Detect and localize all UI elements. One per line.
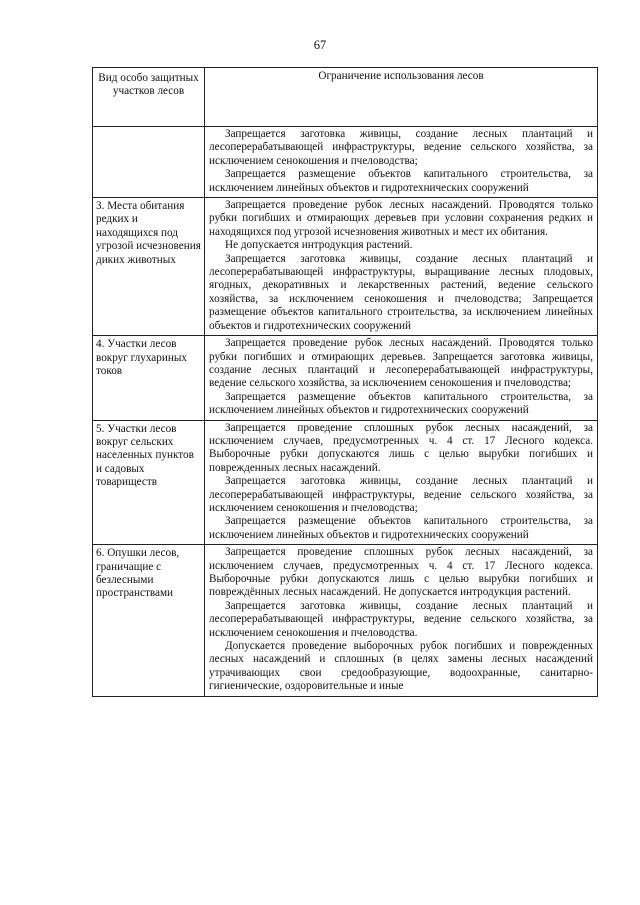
row-restrictions <box>205 198 598 336</box>
row-plot-type: 3. Места обитания редких и находящихся под угрозой исчезновения диких животных <box>93 198 205 336</box>
table-row <box>93 127 598 198</box>
restriction-paragraph: Запрещается заготовка живицы, создание лесных плантаций и лесоперерабатывающей инфраструктуры, ведение сельского хозяйства, за исключением сенокошения и пчеловодства. <box>209 599 593 639</box>
table-row <box>93 198 598 336</box>
row-plot-type: 6. Опушки лесов, граничащие с безлесными пространствами <box>93 545 205 696</box>
table-header-row <box>93 68 598 127</box>
page-number: 67 <box>313 38 327 52</box>
header-plot-type: Вид особо защитных участков лесов <box>93 68 205 127</box>
row-plot-type: 5. Участки лесов вокруг сельских населенных пунктов и садовых товариществ <box>93 420 205 545</box>
restriction-paragraph: Запрещается проведение рубок лесных насаждений. Проводятся только рубки погибших и отмирающих деревьев при условии сохранения редких и находящихся под угрозой исчезновения животных и мест их обитания. <box>209 199 593 238</box>
forest-restrictions-table <box>92 67 598 697</box>
restriction-paragraph: Не допускается интродукция растений. <box>225 239 413 252</box>
row-restrictions <box>205 545 598 696</box>
table-row <box>93 545 598 696</box>
restriction-paragraph: Запрещается размещение объектов капитального строительства, за исключением линейных объектов и гидротехнических сооружений <box>209 168 593 194</box>
restriction-paragraph: Запрещается проведение рубок лесных насаждений. Проводятся только рубки погибших и отмирающих деревьев. Запрещается заготовка живицы, создание лесных плантаций и лесоперерабатывающей инфраструктуры, ведение сельского хозяйства, за исключением сенокошения и пчеловодства; <box>209 337 593 390</box>
row-plot-type: 4. Участки лесов вокруг глухариных токов <box>93 336 205 420</box>
restriction-paragraph: Запрещается проведение сплошных рубок лесных насаждений, за исключением случаев, предусмотренных ч. 4 ст. 17 Лесного кодекса. Выборочные рубки допускаются лишь с целью вырубки погибших и поврежденных лесных насаждений. <box>209 421 593 474</box>
row-restrictions <box>205 336 598 420</box>
table-row <box>93 420 598 545</box>
table-row <box>93 336 598 420</box>
restriction-paragraph: Запрещается заготовка живицы, создание лесных плантаций и лесоперерабатывающей инфраструктуры, выращивание лесных плодовых, ягодных, декоративных и лекарственных растений, ведение сельского хозяйства, за исключением сенокошения и пчеловодства; Запрещается размещение объектов капитального строительства, за исключением линейных объектов и гидротехнических сооружений <box>209 252 593 332</box>
row-restrictions <box>205 127 598 198</box>
restriction-paragraph: Запрещается размещение объектов капитального строительства, за исключением линейных объектов и гидротехнических сооружений <box>209 390 593 417</box>
header-restriction: Ограничение использования лесов <box>205 68 598 127</box>
row-restrictions <box>205 420 598 545</box>
restriction-paragraph: Запрещается размещение объектов капитального строительства, за исключением линейных объектов и гидротехнических сооружений <box>209 515 593 541</box>
restriction-paragraph: Запрещается заготовка живицы, создание лесных плантаций и лесоперерабатывающей инфраструктуры, ведение сельского хозяйства, за исключением сенокошения и пчеловодства; <box>209 475 593 514</box>
restriction-paragraph: Запрещается проведение сплошных рубок лесных насаждений, за исключением случаев, предусмотренных ч. 4 ст. 17 Лесного кодекса. Выборочные рубки допускаются лишь с целью вырубки погибших и повреждённых лесных насаждений. Не допускается интродукция растений. <box>209 546 593 599</box>
restriction-paragraph: Допускается проведение выборочных рубок погибших и поврежденных лесных насаждений и сплошных (в целях замены лесных насаждений утрачивающих свои средообразующие, водоохранные, санитарно-гигиенические, оздоровительные и иные <box>209 640 593 693</box>
restriction-paragraph: Запрещается заготовка живицы, создание лесных плантаций и лесоперерабатывающей инфраструктуры, ведение сельского хозяйства, за исключением сенокошения и пчеловодства; <box>209 128 593 167</box>
row-plot-type <box>93 127 205 198</box>
